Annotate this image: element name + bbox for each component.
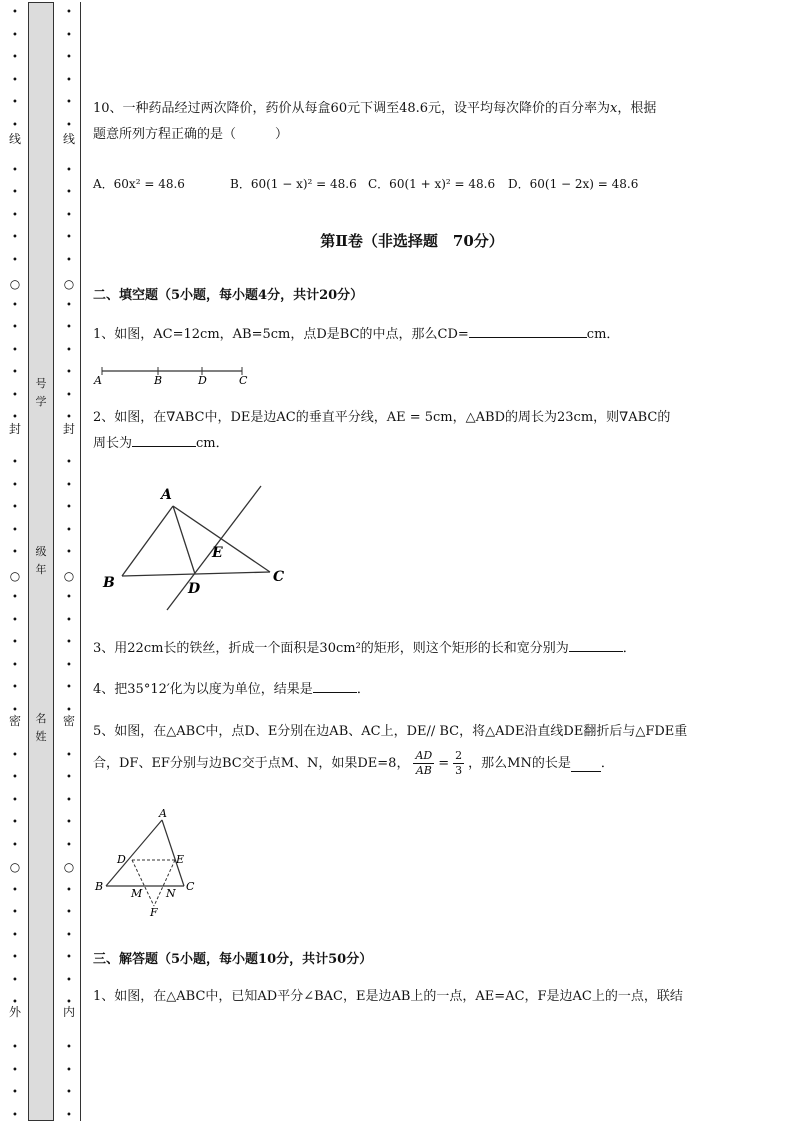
- q10-option-c: C．60(1 + x)² = 48.6: [368, 177, 496, 191]
- inner-dot: •: [66, 817, 72, 828]
- inner-dot: •: [66, 1042, 72, 1053]
- label-a: A: [159, 808, 167, 820]
- outer-dot: •: [12, 1042, 18, 1053]
- outer-dot: •: [12, 952, 18, 963]
- inner-dot: •: [66, 7, 72, 18]
- inner-dot: •: [66, 74, 72, 86]
- inner-dot: •: [66, 389, 72, 401]
- label-d: D: [198, 374, 207, 387]
- outer-dot: •: [12, 209, 18, 221]
- outer-dot: •: [12, 1109, 18, 1121]
- outer-dot: •: [12, 52, 18, 63]
- outer-dot: •: [12, 547, 18, 558]
- outer-dot: •: [12, 772, 18, 783]
- fill-question-3: 3、用22cm长的铁丝，折成一个面积是30cm²的矩形，则这个矩形的长和宽分别为 ．: [93, 641, 636, 656]
- outer-dot: •: [12, 682, 18, 693]
- label-a: A: [161, 487, 172, 503]
- label-c: C: [186, 880, 195, 893]
- outer-dot: •: [12, 524, 18, 536]
- outer-dot: •: [12, 412, 18, 423]
- outer-dot: •: [12, 389, 18, 401]
- outer-dot: •: [12, 367, 18, 378]
- inner-dot: •: [66, 299, 72, 311]
- field-grade: 级 年: [35, 545, 47, 576]
- inner-dot: •: [66, 614, 72, 626]
- inner-dot: •: [66, 187, 72, 198]
- q10-option-d: D．60(1 − 2x) = 48.6: [508, 177, 639, 191]
- label-e: E: [176, 853, 185, 866]
- inner-marker: ○: [63, 860, 75, 874]
- inner-dot: •: [66, 119, 72, 131]
- outer-dot: •: [12, 502, 18, 513]
- inner-dot: •: [66, 479, 72, 491]
- outer-dot: •: [12, 929, 18, 941]
- inner-dot: •: [66, 592, 72, 603]
- inner-dot: •: [66, 97, 72, 108]
- outer-dot: •: [12, 29, 18, 41]
- fold-figure-q5: [92, 808, 202, 923]
- inner-dot: •: [66, 704, 72, 716]
- inner-dot: •: [66, 457, 72, 468]
- outer-dot: •: [12, 1064, 18, 1076]
- outer-dot: •: [12, 614, 18, 626]
- inner-dot: •: [66, 254, 72, 266]
- outer-dot: •: [12, 479, 18, 491]
- inner-dot: •: [66, 682, 72, 693]
- inner-dot: •: [66, 524, 72, 536]
- outer-marker: ○: [9, 860, 21, 874]
- outer-dot: •: [12, 839, 18, 851]
- inner-dot: •: [66, 232, 72, 243]
- section-fill-in-heading: 二、填空题（5小题，每小题4分，共计20分）: [93, 288, 364, 303]
- outer-dot: •: [12, 322, 18, 333]
- segment-figure: [90, 362, 260, 388]
- outer-marker: ○: [9, 277, 21, 291]
- outer-marker: 外: [8, 1005, 21, 1019]
- label-a: A: [94, 374, 102, 387]
- inner-dot: •: [66, 1064, 72, 1076]
- inner-dot: •: [66, 29, 72, 41]
- outer-dot: •: [12, 97, 18, 108]
- outer-marker: 封: [8, 422, 21, 436]
- inner-dot: •: [66, 367, 72, 378]
- fill-question-4: 4、把35°12′化为以度为单位，结果是 ．: [93, 682, 370, 697]
- label-d: D: [188, 581, 201, 597]
- outer-dot: •: [12, 164, 18, 176]
- outer-dot: •: [12, 997, 18, 1008]
- fill-question-5: 5、如图，在△ABC中，点D、E分别在边AB、AC上，DE// BC，将△ADE沿直线DE翻折后与△FDE重 合，DF、EF分别与边BC交于点M、N，如果DE=8， $\frac{AD}{AB}$ = $\frac{2}{3}$ ，那么MN的长是 ．: [93, 724, 688, 777]
- part-2-title: 第Ⅱ卷（非选择题 70分）: [320, 232, 504, 250]
- outer-dot: •: [12, 794, 18, 806]
- outer-dot: •: [12, 749, 18, 761]
- inner-dot: •: [66, 322, 72, 333]
- label-b: B: [95, 880, 104, 893]
- q10-option-b: B．60(1 − x)² = 48.6: [230, 177, 357, 191]
- inner-marker: 密: [62, 714, 75, 728]
- inner-dot: •: [66, 637, 72, 648]
- inner-dot: •: [66, 907, 72, 918]
- inner-dot: •: [66, 749, 72, 761]
- question-10: 10、一种药品经过两次降价，药价从每盒60元下调至48.6元，设平均每次降价的百分率为x，根据 题意所列方程正确的是（ ）: [93, 101, 657, 142]
- inner-dot: •: [66, 929, 72, 941]
- outer-dot: •: [12, 457, 18, 468]
- label-d: D: [117, 853, 126, 866]
- inner-dot: •: [66, 772, 72, 783]
- inner-marker: 内: [62, 1005, 75, 1019]
- inner-dot: •: [66, 884, 72, 896]
- inner-dot: •: [66, 997, 72, 1008]
- outer-dot: •: [12, 232, 18, 243]
- triangle-figure-q2: [95, 480, 295, 615]
- outer-dot: •: [12, 817, 18, 828]
- outer-dot: •: [12, 299, 18, 311]
- inner-dot: •: [66, 952, 72, 963]
- fraction-two-thirds: $\frac{2}{3}$: [455, 749, 463, 777]
- inner-marker: 封: [62, 422, 75, 436]
- inner-dot: •: [66, 794, 72, 806]
- binding-margin: [0, 0, 82, 1123]
- label-e: E: [212, 545, 223, 561]
- label-f: F: [150, 906, 158, 919]
- outer-marker: ○: [9, 569, 21, 583]
- solve-question-1: 1、如图，在△ABC中，已知AD平分∠BAC，E是边AB上的一点，AE=AC，F是边AC上的一点，联结: [93, 989, 683, 1004]
- outer-dot: •: [12, 974, 18, 986]
- outer-dot: •: [12, 254, 18, 266]
- field-student-id: 号 学: [35, 377, 47, 408]
- inner-dot: •: [66, 974, 72, 986]
- inner-dot: •: [66, 1087, 72, 1098]
- outer-dot: •: [12, 637, 18, 648]
- outer-marker: 密: [8, 714, 21, 728]
- inner-dot: •: [66, 839, 72, 851]
- label-b: B: [154, 374, 163, 387]
- inner-dot: •: [66, 659, 72, 671]
- field-name: 名 姓: [35, 712, 47, 743]
- fill-question-2: 2、如图，在∇ABC中，DE是边AC的垂直平分线，AE = 5cm，△ABD的周长为23cm，则∇ABC的 周长为 cm．: [93, 410, 671, 451]
- outer-dot: •: [12, 592, 18, 603]
- label-b: B: [103, 575, 115, 591]
- inner-marker: 线: [62, 132, 75, 146]
- label-c: C: [239, 374, 248, 387]
- inner-dot: •: [66, 1109, 72, 1121]
- inner-dot: •: [66, 209, 72, 221]
- binding-right-rule: [80, 2, 81, 1121]
- label-n: N: [166, 887, 176, 900]
- inner-marker: ○: [63, 277, 75, 291]
- outer-marker: 线: [8, 132, 21, 146]
- fraction-ad-ab: $\frac{AD}{AB}$: [415, 749, 433, 777]
- label-c: C: [273, 569, 285, 585]
- outer-dot: •: [12, 704, 18, 716]
- outer-dot: •: [12, 74, 18, 86]
- inner-marker: ○: [63, 569, 75, 583]
- inner-dot: •: [66, 344, 72, 356]
- q10-option-a: A．60x² = 48.6: [93, 177, 185, 191]
- outer-dot: •: [12, 659, 18, 671]
- outer-dot: •: [12, 119, 18, 131]
- inner-dot: •: [66, 164, 72, 176]
- outer-dot: •: [12, 344, 18, 356]
- inner-dot: •: [66, 412, 72, 423]
- outer-dot: •: [12, 907, 18, 918]
- inner-dot: •: [66, 547, 72, 558]
- outer-dot: •: [12, 884, 18, 896]
- fill-question-1: 1、如图，AC=12cm，AB=5cm，点D是BC的中点，那么CD= cm．: [93, 327, 620, 342]
- outer-dot: •: [12, 7, 18, 18]
- label-m: M: [131, 887, 143, 900]
- section-solve-heading: 三、解答题（5小题，每小题10分，共计50分）: [93, 952, 373, 967]
- outer-dot: •: [12, 187, 18, 198]
- inner-dot: •: [66, 52, 72, 63]
- inner-dot: •: [66, 502, 72, 513]
- outer-dot: •: [12, 1087, 18, 1098]
